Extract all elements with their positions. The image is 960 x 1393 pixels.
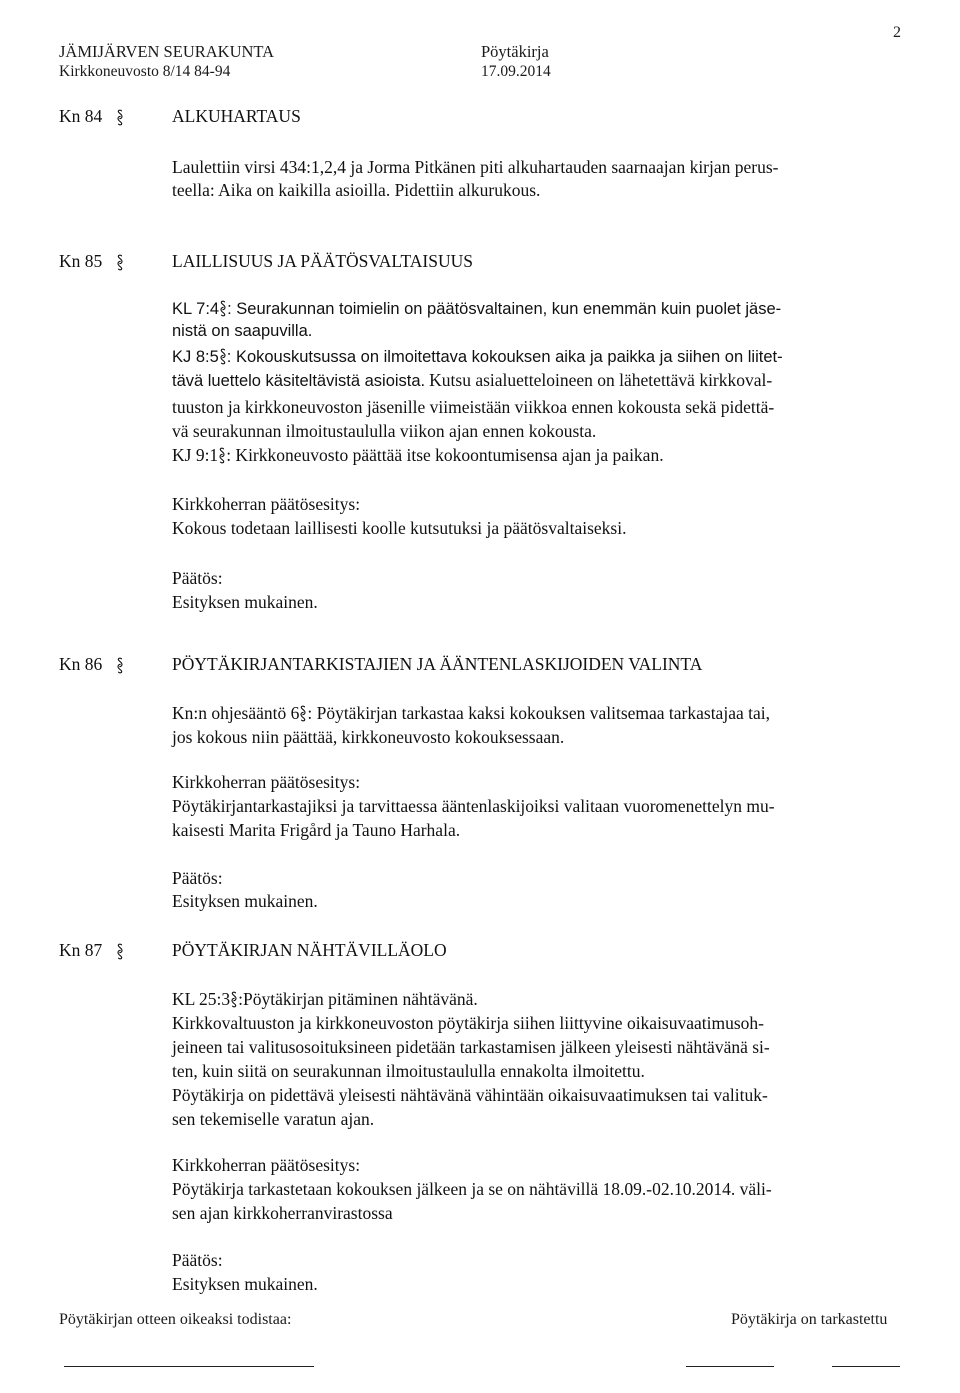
kn86-decision-label: Päätös: (172, 868, 223, 888)
kn85-ref2-line-1: KJ 8:5 : Kokouskutsussa on ilmoitettava kokouksen aika ja paikka ja siihen on liitet- (172, 348, 783, 366)
kn87-body-line-1: Kirkkovaltuuston ja kirkkoneuvoston pöytäkirja siihen liittyvine oikaisuvaatimusoh- (172, 1013, 765, 1033)
kn84-line-1: Laulettiin virsi 434:1,2,4 ja Jorma Pitkänen piti alkuhartauden saarnaajan kirjan perus- (172, 157, 779, 177)
signature-line-right-1 (686, 1366, 774, 1367)
kn85-label: Kn 85 (59, 251, 103, 271)
section-sign-icon (220, 348, 226, 365)
kn87-body-line-4: Pöytäkirja on pidettävä yleisesti nähtävänä vähintään oikaisuvaatimuksen tai valituk- (172, 1085, 768, 1105)
kn87-proposal-label: Kirkkoherran päätösesitys: (172, 1155, 361, 1175)
kn85-decision-label: Päätös: (172, 568, 223, 588)
kn87-body-line-2: jeineen tai valitusosoituksineen pidetään tarkastamisen jälkeen yleisesti nähtävänä si- (172, 1037, 770, 1057)
kn85-ref1-line-1: KL 7:4 : Seurakunnan toimielin on päätösvaltainen, kun enemmän kuin puolet jäse- (172, 300, 782, 318)
signature-line-left (64, 1366, 314, 1367)
kn85-proposal: Kokous todetaan laillisesti koolle kutsutuksi ja päätösvaltaiseksi. (172, 518, 627, 538)
section-sign-icon (231, 991, 237, 1008)
doc-type: Pöytäkirja (481, 42, 549, 61)
kn85-ref3: KJ 9:1 : Kirkkoneuvosto päättää itse kokoontumisensa ajan ja paikan. (172, 445, 664, 465)
kn86-proposal-line-1: Pöytäkirjantarkastajiksi ja tarvittaessa ääntenlaskijoiksi valitaan vuoromenettelyn mu- (172, 796, 775, 816)
kn86-ref-line-1: Kn:n ohjesääntö 6 : Pöytäkirjan tarkastaa kaksi kokouksen valitsemaa tarkastajaa tai, (172, 703, 770, 723)
kn86-label: Kn 86 (59, 654, 103, 674)
meeting-info: Kirkkoneuvosto 8/14 84-94 (59, 63, 231, 80)
kn84-label: Kn 84 (59, 106, 103, 126)
kn84-title: ALKUHARTAUS (172, 106, 301, 126)
kn87-decision: Esityksen mukainen. (172, 1274, 318, 1294)
section-sign-icon (219, 447, 225, 464)
kn86-proposal-label: Kirkkoherran päätösesitys: (172, 772, 361, 792)
kn85-ref2-line-4: vä seurakunnan ilmoitustaululla viikon ajan ennen kokousta. (172, 421, 597, 441)
section-sign-icon (117, 254, 123, 271)
kn85-ref1-line-2: nistä on saapuvilla. (172, 322, 313, 340)
section-sign-icon (220, 300, 226, 317)
section-sign-icon (117, 109, 123, 126)
kn85-title: LAILLISUUS JA PÄÄTÖSVALTAISUUS (172, 251, 474, 271)
footer-certify-label: Pöytäkirjan otteen oikeaksi todistaa: (59, 1311, 292, 1328)
org-name: JÄMIJÄRVEN SEURAKUNTA (59, 42, 275, 61)
kn87-ref: KL 25:3 :Pöytäkirjan pitäminen nähtävänä. (172, 989, 478, 1009)
kn86-title: PÖYTÄKIRJANTARKISTAJIEN JA ÄÄNTENLASKIJOIDEN VALINTA (172, 654, 703, 674)
kn87-decision-label: Päätös: (172, 1250, 223, 1270)
kn86-ref-line-2: jos kokous niin päättää, kirkkoneuvosto kokouksessaan. (172, 727, 565, 747)
kn84-line-2: teella: Aika on kaikilla asioilla. Pidettiin alkurukous. (172, 180, 541, 200)
kn87-title: PÖYTÄKIRJAN NÄHTÄVILLÄOLO (172, 940, 447, 960)
kn87-proposal-line-2: sen ajan kirkkoherranvirastossa (172, 1203, 393, 1223)
kn85-ref2-line-3: tuuston ja kirkkoneuvoston jäsenille viimeistään viikkoa ennen kokousta sekä pidettä- (172, 397, 775, 417)
kn87-proposal-line-1: Pöytäkirja tarkastetaan kokouksen jälkeen ja se on nähtävillä 18.09.-02.10.2014. väli- (172, 1179, 772, 1199)
kn85-proposal-label: Kirkkoherran päätösesitys: (172, 494, 361, 514)
kn86-decision: Esityksen mukainen. (172, 891, 318, 911)
kn86-proposal-line-2: kaisesti Marita Frigård ja Tauno Harhala. (172, 820, 461, 840)
section-sign-icon (300, 705, 306, 722)
kn87-body-line-5: sen tekemiselle varatun ajan. (172, 1109, 375, 1129)
footer-checked-label: Pöytäkirja on tarkastettu (731, 1311, 888, 1328)
signature-line-right-2 (832, 1366, 900, 1367)
kn87-body-line-3: ten, kuin siitä on seurakunnan ilmoitustaululla ennakolta ilmoitettu. (172, 1061, 645, 1081)
page-number: 2 (893, 24, 901, 41)
meeting-date: 17.09.2014 (481, 63, 551, 80)
kn85-decision: Esityksen mukainen. (172, 592, 318, 612)
section-sign-icon (117, 657, 123, 674)
section-sign-icon (117, 943, 123, 960)
kn87-label: Kn 87 (59, 940, 103, 960)
kn85-ref2-line-2: tävä luettelo käsiteltävistä asioista. Kutsu asialuetteloineen on lähetettävä kirkkoval- (172, 370, 773, 390)
